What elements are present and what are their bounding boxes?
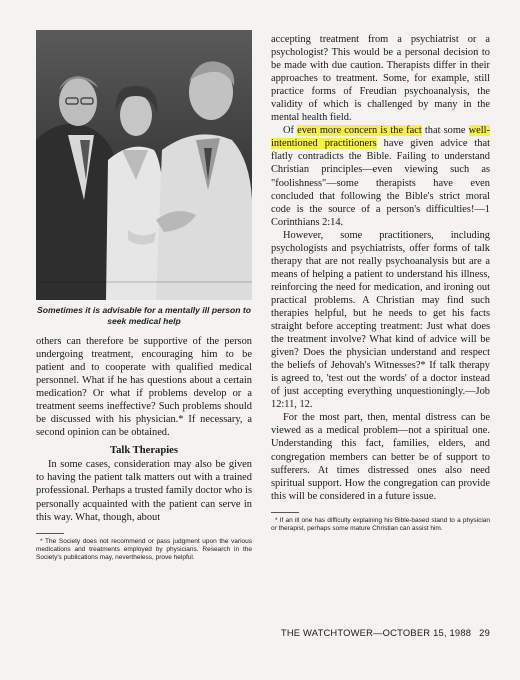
footnote-divider	[271, 512, 299, 513]
left-column-body	[36, 335, 252, 562]
left-column	[36, 30, 252, 562]
right-paragraph-1: accepting treatment from a psychiatrist or a psychologist? This would be a personal decision to be made with due caution. Therapists differ in their approaches to treatment. Some, for example, still practice forms of Freudian psychoanalysis, the validity of which is challenged by many in the mental health field.	[271, 34, 490, 124]
right-paragraph-3: However, some practitioners, including psychologists and psychiatrists, offer forms of talk therapy that are not really psychoanalysis but are a means of helping a patient to understand his illness, reinforcing the need for medication, and ironing out practical problems. A Christian may find such therapies helpful, but he needs to get his facts straight before accepting treatment: Just what does the treatment involve? What kind of advice will be given? Does the physician understand and respect the beliefs of Jehovah's Witnesses?* If talk therapy is agreed to, 'test out the words' of a doctor instead of just accepting everything unquestioningly.—Job 12:11, 12.	[271, 229, 490, 411]
right-paragraph-4: For the most part, then, mental distress can be viewed as a medical problem—not a spiritual one. Understanding this fact, families, elders, and congregation members can better be of support to sufferers. At times distressed ones also need spiritual support. How the congregation can provide this will be considered in a future issue.	[271, 412, 490, 502]
page-footer	[271, 627, 490, 638]
footnote-divider	[36, 533, 64, 534]
photograph-image	[36, 30, 252, 300]
right-paragraph-2	[271, 124, 490, 228]
subheading-talk-therapies: Talk Therapies	[109, 445, 178, 457]
left-paragraph-2: In some cases, consideration may also be given to having the patient talk matters out with a trained professional. Perhaps a trusted family doctor who is personally acquainted with the patient can serve in this way. What, though, about	[36, 459, 252, 523]
right-column	[271, 33, 490, 533]
left-footnote: * The Society does not recommend or pass judgment upon the various medications and treatments employed by physicians. Research in the Society's publications may, nevertheless, prove helpful.	[36, 537, 252, 562]
photo-caption: Sometimes it is advisable for a mentally ill person to seek medical help	[37, 305, 251, 326]
left-paragraph-1: others can therefore be supportive of the person undergoing treatment, encouraging him to be patient and to cooperate with qualified medical personnel. What if he has questions about a certain medication? Or what if problems develop or a treatment seems ineffective? Such problems should be discussed with his physician.* If necessary, a second opinion can be obtained.	[36, 336, 252, 439]
photograph-doctor-with-couple	[36, 30, 252, 300]
right-footnote: * If an ill one has difficulty explaining his Bible-based stand to a physician or therapist, perhaps some mature Christian can assist him.	[271, 516, 490, 532]
publication-line: THE WATCHTOWER—OCTOBER 15, 1988	[280, 627, 472, 638]
paragraph-2-text-middle: that some	[421, 125, 469, 137]
highlighted-phrase-2: well-intentioned practitioners	[271, 125, 491, 150]
page-number: 29	[479, 627, 490, 638]
paragraph-2-text-before: Of	[283, 125, 298, 137]
highlighted-phrase-1: even more concern is the fact	[297, 125, 422, 137]
paragraph-2-text-after: have given advice that flatly contradicts the Bible. Failing to understand Christian principles—even viewing such as "foolishness"—some therapists have even concluded that following the Bible's strict moral code is the source of a person's difficulties!—1 Corinthians 2:14.	[271, 138, 490, 228]
